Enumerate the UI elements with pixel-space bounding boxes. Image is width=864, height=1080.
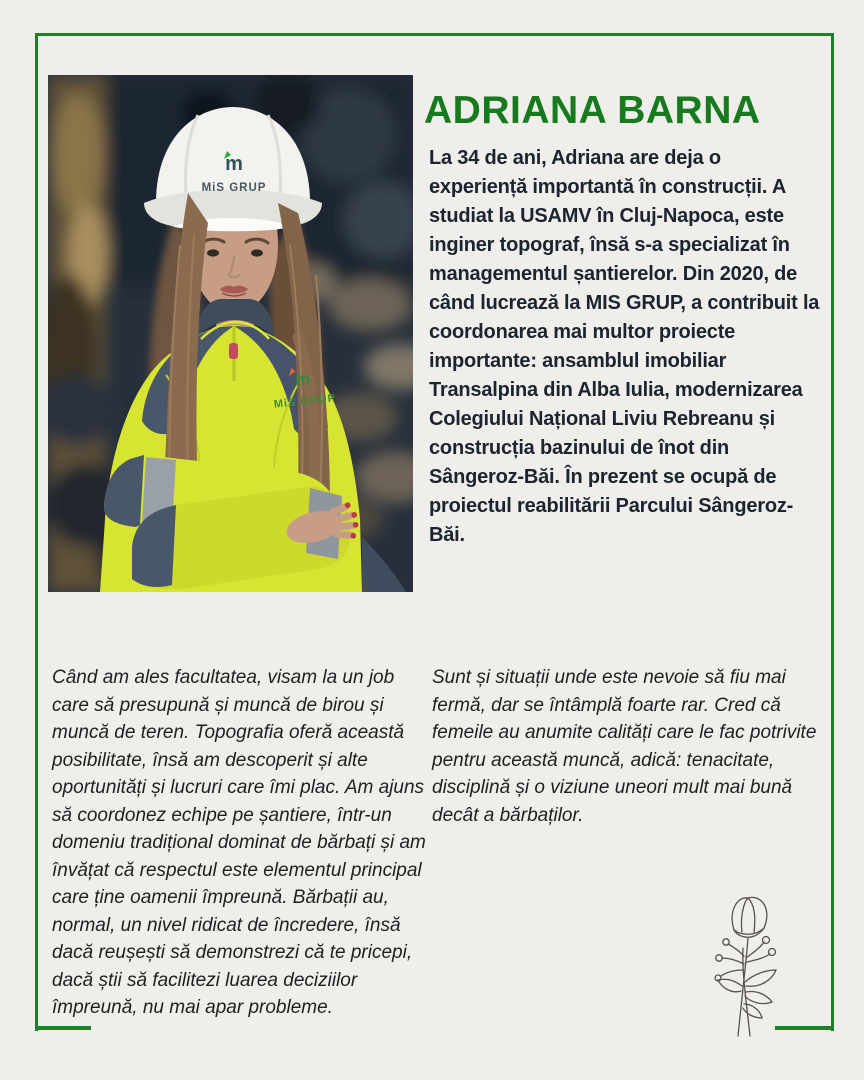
jacket-logo-mark: m <box>294 368 312 390</box>
helmet-logo-mark: m <box>225 153 243 175</box>
portrait-photo <box>48 75 413 592</box>
quote-paragraph-left: Când am ales facultatea, visam la un job care să presupună și muncă de birou și muncă de teren. Topografia oferă această posibilitate, însă am descoperit și alte oportunități și lucruri care îmi plac. Am ajuns să coordonez echipe pe șantiere, într-un domeniu tradițional dominat de bărbați și am învățat că respectul este elementul principal care ține oamenii împreună. Bărbații au, normal, un nivel ridicat de încredere, însă dacă reușești să demonstrezi că te pricepi, dacă știi să facilitezi luarea deciziilor împreună, nu mai apar probleme. <box>52 667 426 1018</box>
jacket-logo-text: MiS GRUP <box>273 392 337 411</box>
quote-paragraph-right: Sunt și situații unde este nevoie să fiu mai fermă, dar se întâmplă foarte rar. Cred că femeile au anumite calități care le fac potrivite pentru această muncă, adică: tenacitate, disciplină și o viziune uneori mult mai bună decât a bărbaților. <box>432 667 817 826</box>
portrait-illustration <box>48 75 413 592</box>
frame-bottom-left-bracket <box>35 1026 91 1030</box>
flower-illustration <box>702 886 786 1038</box>
page-title: ADRIANA BARNA <box>424 89 761 133</box>
intro-paragraph: La 34 de ani, Adriana are deja o experiență importantă în construcții. A studiat la USAMV în Cluj-Napoca, este inginer topograf, însă s-a specializat în managementul șantierelor. Din 2020, de când lucrează la MIS GRUP, a contribuit la coordonarea mai multor proiecte importante: ansamblul imobiliar Transalpina din Alba Iulia, modernizarea Colegiului Național Liviu Rebreanu și construcția bazinului de înot din Sângeroz-Băi. În prezent se ocupă de proiectul reabilitării Parcului Sângeroz-Băi. <box>429 147 820 546</box>
helmet-logo-text: MiS GRUP <box>201 182 267 194</box>
